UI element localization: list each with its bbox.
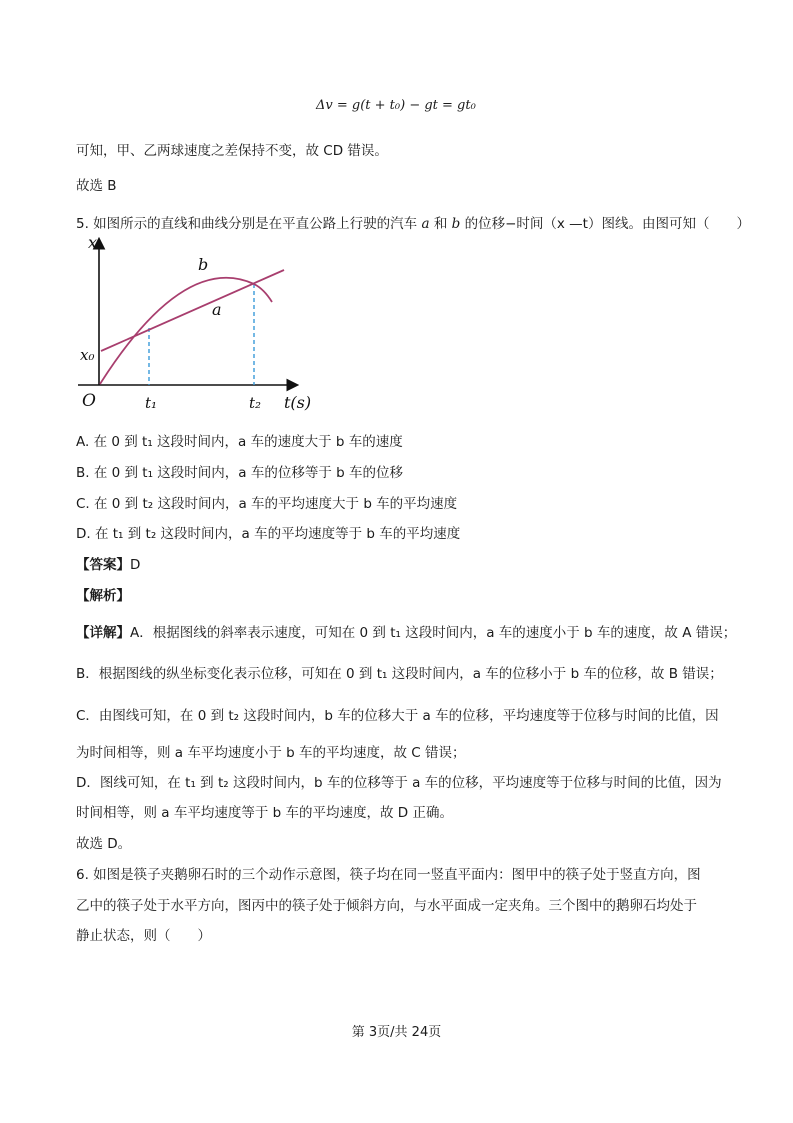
q5-option-d: D. 在 t₁ 到 t₂ 这段时间内，a 车的平均速度等于 b 车的平均速度 <box>76 526 461 542</box>
t1-label: t₁ <box>145 394 158 412</box>
x0-label: x₀ <box>80 346 95 364</box>
q5-option-b: B. 在 0 到 t₁ 这段时间内，a 车的位移等于 b 车的位移 <box>76 465 404 481</box>
q5-option-c: C. 在 0 到 t₂ 这段时间内，a 车的平均速度大于 b 车的平均速度 <box>76 496 458 512</box>
detail-c-2: 为时间相等，则 a 车平均速度小于 b 车的平均速度，故 C 错误； <box>76 745 466 761</box>
analysis-tag: 【解析】 <box>76 588 130 604</box>
detail-d-1: D．图线可知，在 t₁ 到 t₂ 这段时间内，b 车的位移等于 a 车的位移，平均速度等于位移与时间的比值，因为 <box>76 775 722 791</box>
detail-tag: 【详解】 <box>76 625 130 641</box>
q5-stem <box>76 212 750 232</box>
y-axis-label: x <box>88 233 98 252</box>
formula-lhs: Δv <box>316 98 333 113</box>
prev-conclusion: 可知，甲、乙两球速度之差保持不变，故 CD 错误。 <box>76 143 388 159</box>
q5-answer <box>76 553 140 573</box>
q5-and: 和 <box>433 216 448 232</box>
line-a-label: a <box>212 300 222 319</box>
q5-stem-pre: 5. 如图所示的直线和曲线分别是在平直公路上行驶的汽车 <box>76 216 418 232</box>
detail-d-2: 时间相等，则 a 车平均速度等于 b 车的平均速度，故 D 正确。 <box>76 805 453 821</box>
detail-a-text: A．根据图线的斜率表示速度，可知在 0 到 t₁ 这段时间内，a 车的速度小于 b 车的速度，故 A 错误； <box>130 625 737 641</box>
q6-line-3: 静止状态，则（ ） <box>76 928 211 944</box>
detail-a <box>76 621 736 641</box>
answer-tag: 【答案】 <box>76 557 130 573</box>
q6-line-2: 乙中的筷子处于水平方向，图丙中的筷子处于倾斜方向，与水平面成一定夹角。三个图中的鹅卵石均处于 <box>76 898 697 914</box>
origin-label: O <box>82 391 96 411</box>
q5-final: 故选 D。 <box>76 836 132 852</box>
t2-label: t₂ <box>249 394 262 412</box>
x-axis-label: t(s) <box>284 393 312 412</box>
q5-option-a: A. 在 0 到 t₁ 这段时间内，a 车的速度大于 b 车的速度 <box>76 434 403 450</box>
formula-rhs: = g(t + t₀) − gt = gt₀ <box>336 98 476 113</box>
xt-graph <box>74 232 324 417</box>
page-footer: 第 3页/共 24页 <box>351 1025 442 1040</box>
q5-var-a: a <box>421 216 430 232</box>
curve-b <box>100 278 272 384</box>
curve-b-label: b <box>198 255 209 274</box>
q5-var-b: b <box>451 216 461 232</box>
detail-b: B．根据图线的纵坐标变化表示位移，可知在 0 到 t₁ 这段时间内，a 车的位移小于 b 车的位移，故 B 错误； <box>76 666 723 682</box>
answer-value: D <box>130 557 141 573</box>
q6-line-1: 6. 如图是筷子夹鹅卵石时的三个动作示意图，筷子均在同一竖直平面内：图甲中的筷子处于竖直方向，图 <box>76 867 701 883</box>
detail-c-1: C．由图线可知，在 0 到 t₂ 这段时间内，b 车的位移大于 a 车的位移，平均速度等于位移与时间的比值，因 <box>76 708 719 724</box>
q5-stem-post: 的位移−时间（x —t）图线。由图可知（ ） <box>464 216 750 232</box>
formula <box>316 98 476 113</box>
line-a <box>101 270 284 351</box>
prev-answer: 故选 B <box>76 178 117 194</box>
